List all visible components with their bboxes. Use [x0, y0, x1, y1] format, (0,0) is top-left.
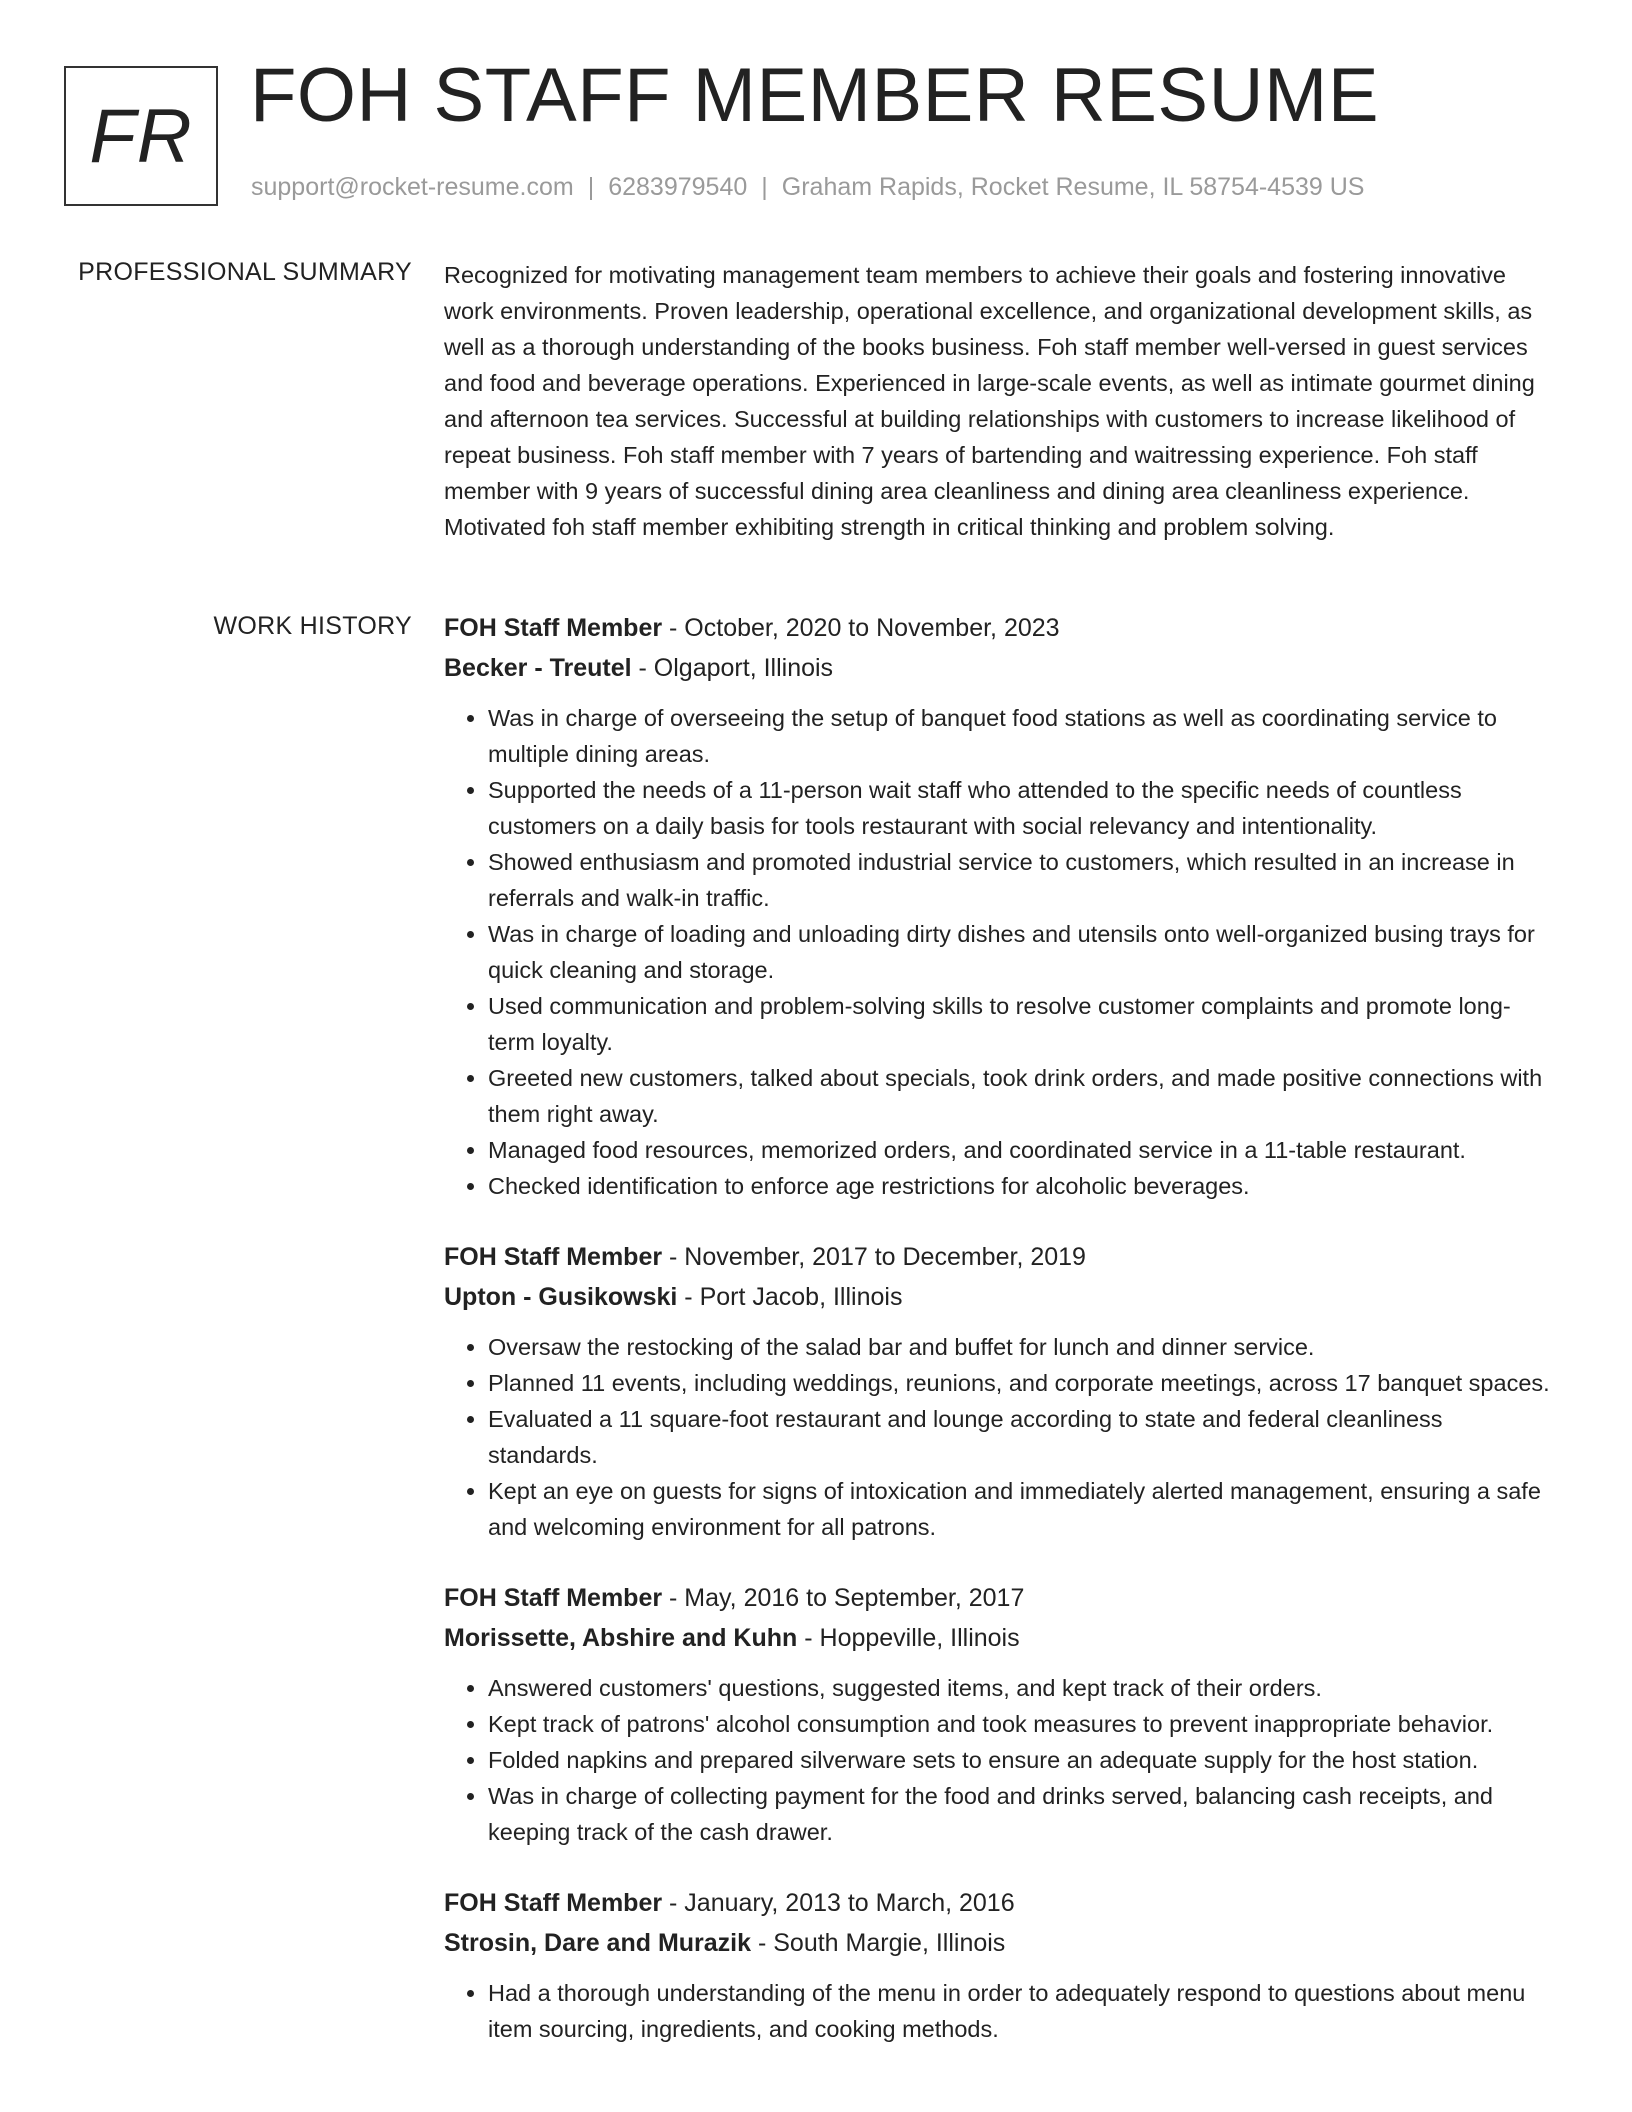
- job-company: Becker - Treutel: [444, 654, 632, 682]
- job-company: Morissette, Abshire and Kuhn: [444, 1624, 798, 1652]
- job-company-line: [444, 648, 1554, 688]
- job-bullet: • Used communication and problem-solving skills to resolve customer complaints and promote long-term loyalty.: [488, 988, 1554, 1060]
- job-bullets: [444, 1975, 1554, 2047]
- job-dates: - January, 2013 to March, 2016: [662, 1889, 1015, 1917]
- job-title-line: [444, 1237, 1554, 1277]
- job-bullet: • Oversaw the restocking of the salad bar and buffet for lunch and dinner service.: [488, 1329, 1554, 1365]
- job-dates: - October, 2020 to November, 2023: [662, 614, 1060, 642]
- job-bullet: • Kept track of patrons' alcohol consumption and took measures to prevent inappropriate behavior.: [488, 1706, 1554, 1742]
- contact-address: Graham Rapids, Rocket Resume, IL 58754-4539 US: [781, 173, 1365, 201]
- job-bullet: • Kept an eye on guests for signs of intoxication and immediately alerted management, ensuring a safe and welcoming environment for all patrons.: [488, 1473, 1554, 1545]
- job-entry: [444, 1578, 1554, 1850]
- contact-separator: |: [587, 173, 595, 201]
- contact-email: support@rocket-resume.com: [251, 173, 574, 201]
- monogram-initials: FR: [89, 93, 193, 179]
- job-bullets: [444, 700, 1554, 1204]
- job-bullet: • Answered customers' questions, suggested items, and kept track of their orders.: [488, 1670, 1554, 1706]
- job-bullet: • Greeted new customers, talked about specials, took drink orders, and made positive connections with them right away.: [488, 1060, 1554, 1132]
- job-dates: - May, 2016 to September, 2017: [662, 1584, 1025, 1612]
- job-bullet: • Had a thorough understanding of the menu in order to adequately respond to questions about menu item sourcing, ingredients, and cooking methods.: [488, 1975, 1554, 2047]
- job-bullet: • Checked identification to enforce age restrictions for alcoholic beverages.: [488, 1168, 1554, 1204]
- monogram-logo: [64, 66, 218, 206]
- job-entry: [444, 1883, 1554, 2047]
- summary-text: Recognized for motivating management team members to achieve their goals and fostering innovative work environments. Proven leadership, operational excellence, and organizational development skills, as well as a thorough understanding of the books business. Foh staff member well-versed in guest services and food and beverage operations. Experienced in large-scale events, as well as intimate gourmet dining and afternoon tea services. Successful at building relationships with customers to increase likelihood of repeat business. Foh staff member with 7 years of bartending and waitressing experience. Foh staff member with 9 years of successful dining area cleanliness and dining area cleanliness experience. Motivated foh staff member exhibiting strength in critical thinking and problem solving.: [444, 262, 1535, 540]
- job-title-line: [444, 608, 1554, 648]
- job-bullet: • Managed food resources, memorized orders, and coordinated service in a 11-table restaurant.: [488, 1132, 1554, 1168]
- job-location: - South Margie, Illinois: [751, 1929, 1006, 1957]
- job-bullet: • Was in charge of overseeing the setup of banquet food stations as well as coordinating service to multiple dining areas.: [488, 700, 1554, 772]
- contact-line: [251, 173, 1364, 202]
- contact-phone: 6283979540: [608, 173, 748, 201]
- work-history-section-label: WORK HISTORY: [213, 612, 412, 640]
- job-title-line: [444, 1883, 1554, 1923]
- job-entry: [444, 1237, 1554, 1545]
- job-bullets: [444, 1670, 1554, 1850]
- job-location: - Port Jacob, Illinois: [677, 1283, 903, 1311]
- job-location: - Olgaport, Illinois: [631, 654, 834, 682]
- job-title: FOH Staff Member: [444, 614, 663, 642]
- work-history-list: [444, 608, 1554, 2080]
- job-entry: [444, 608, 1554, 1204]
- job-dates: - November, 2017 to December, 2019: [662, 1243, 1086, 1271]
- job-company: Strosin, Dare and Murazik: [444, 1929, 752, 1957]
- job-company-line: [444, 1923, 1554, 1963]
- job-location: - Hoppeville, Illinois: [797, 1624, 1020, 1652]
- job-bullet: • Folded napkins and prepared silverware sets to ensure an adequate supply for the host station.: [488, 1742, 1554, 1778]
- job-title: FOH Staff Member: [444, 1889, 663, 1917]
- job-company: Upton - Gusikowski: [444, 1283, 678, 1311]
- job-bullet: • Was in charge of collecting payment for the food and drinks served, balancing cash receipts, and keeping track of the cash drawer.: [488, 1778, 1554, 1850]
- job-company-line: [444, 1618, 1554, 1658]
- resume-title: FOH STAFF MEMBER RESUME: [250, 53, 1380, 138]
- job-title-line: [444, 1578, 1554, 1618]
- job-bullet: • Planned 11 events, including weddings, reunions, and corporate meetings, across 17 banquet spaces.: [488, 1365, 1554, 1401]
- job-title: FOH Staff Member: [444, 1243, 663, 1271]
- job-bullet: • Supported the needs of a 11-person wait staff who attended to the specific needs of countless customers on a daily basis for tools restaurant with social relevancy and intentionality.: [488, 772, 1554, 844]
- job-company-line: [444, 1277, 1554, 1317]
- job-bullet: • Was in charge of loading and unloading dirty dishes and utensils onto well-organized busing trays for quick cleaning and storage.: [488, 916, 1554, 988]
- contact-separator: |: [761, 173, 768, 201]
- job-bullet: • Showed enthusiasm and promoted industrial service to customers, which resulted in an increase in referrals and walk-in traffic.: [488, 844, 1554, 916]
- summary-section-label: PROFESSIONAL SUMMARY: [78, 258, 412, 286]
- job-bullets: [444, 1329, 1554, 1545]
- job-title: FOH Staff Member: [444, 1584, 663, 1612]
- job-bullet: • Evaluated a 11 square-foot restaurant and lounge according to state and federal cleanliness standards.: [488, 1401, 1554, 1473]
